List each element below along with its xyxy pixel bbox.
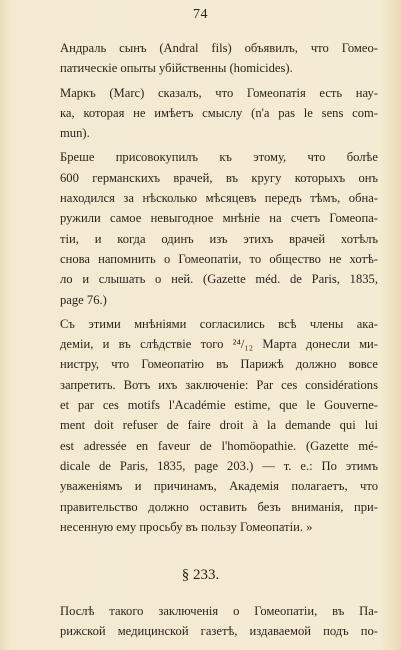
section-heading: § 233.	[181, 567, 220, 583]
text-line: Андраль сынъ (Andral fils) объявилъ, что Гомео-	[60, 41, 378, 55]
text-line: Маркъ (Marc) сказалъ, что Гомеопатiя есть нау-	[60, 85, 378, 100]
text-line: est adressée en faveur de l'homöopathie. (Gazette mé-	[60, 438, 378, 453]
text-line: тiи, и когда одинъ изъ этихъ врачей хотѣлъ	[60, 231, 378, 246]
text-line: mun).	[60, 126, 90, 141]
text-line: рижской медицинской газетѣ, издаваемой подъ по-	[60, 624, 378, 639]
text-line: ло и слышать о ней. (Gazette méd. de Paris, 1835,	[60, 272, 378, 287]
paragraph	[60, 147, 378, 309]
text-line: запретить. Вотъ ихъ заключенiе: Par ces considérations	[60, 377, 378, 392]
text-line: демiи, и въ слѣдствiе того ²⁴/₁₂ Марта донесли ми-	[60, 337, 378, 352]
body-text	[60, 38, 378, 541]
text-line: несенную ему просьбу въ пользу Гомеопатiи. »	[60, 519, 313, 534]
text-line: page 76.)	[60, 292, 107, 307]
page-number: 74	[193, 7, 208, 22]
text-line: et par ces motifs l'Académie estime, que le Gouverne-	[60, 398, 378, 413]
paragraph	[60, 314, 378, 537]
paragraph	[60, 83, 378, 144]
paragraph	[60, 38, 378, 79]
text-line: Съ этими мнѣнiями согласились всѣ члены ака-	[60, 316, 378, 331]
text-line: правительство должно оставить безъ вниманiя, при-	[60, 499, 378, 514]
text-line: патическiе опыты убiйственны (homicides).	[60, 61, 293, 76]
text-line: ment doit refuser de faire droit à la demande qui lui	[60, 418, 378, 433]
text-line: Бреше присовокупилъ къ этому, что болѣе	[60, 150, 378, 165]
text-line: 600 германскихъ врачей, въ кругу которыхъ онъ	[60, 170, 378, 185]
text-line: находился за нѣсколько мѣсяцевъ передъ тѣмъ, обна-	[60, 191, 378, 206]
text-line: Послѣ такого заключенiя о Гомеопатiи, въ Па-	[60, 604, 378, 618]
text-line: ружили самое невыгодное мнѣнiе на счетъ Гомеопа-	[60, 211, 378, 226]
next-paragraph	[60, 601, 378, 642]
text-line: dicale de Paris, 1835, page 203.) — т. е.: По этимъ	[60, 458, 378, 473]
text-line: нистру, что Гомеопатiю въ Парижѣ должно вовсе	[60, 357, 378, 372]
text-line: снова напомнить о Гомеопатiи, то общество не хотѣ-	[60, 251, 378, 266]
text-line: ка, которая не имѣетъ смыслу (n'a pas le sens com-	[60, 105, 378, 120]
text-line: уваженiямъ и причинамъ, Академiя полагаетъ, что	[60, 479, 378, 494]
